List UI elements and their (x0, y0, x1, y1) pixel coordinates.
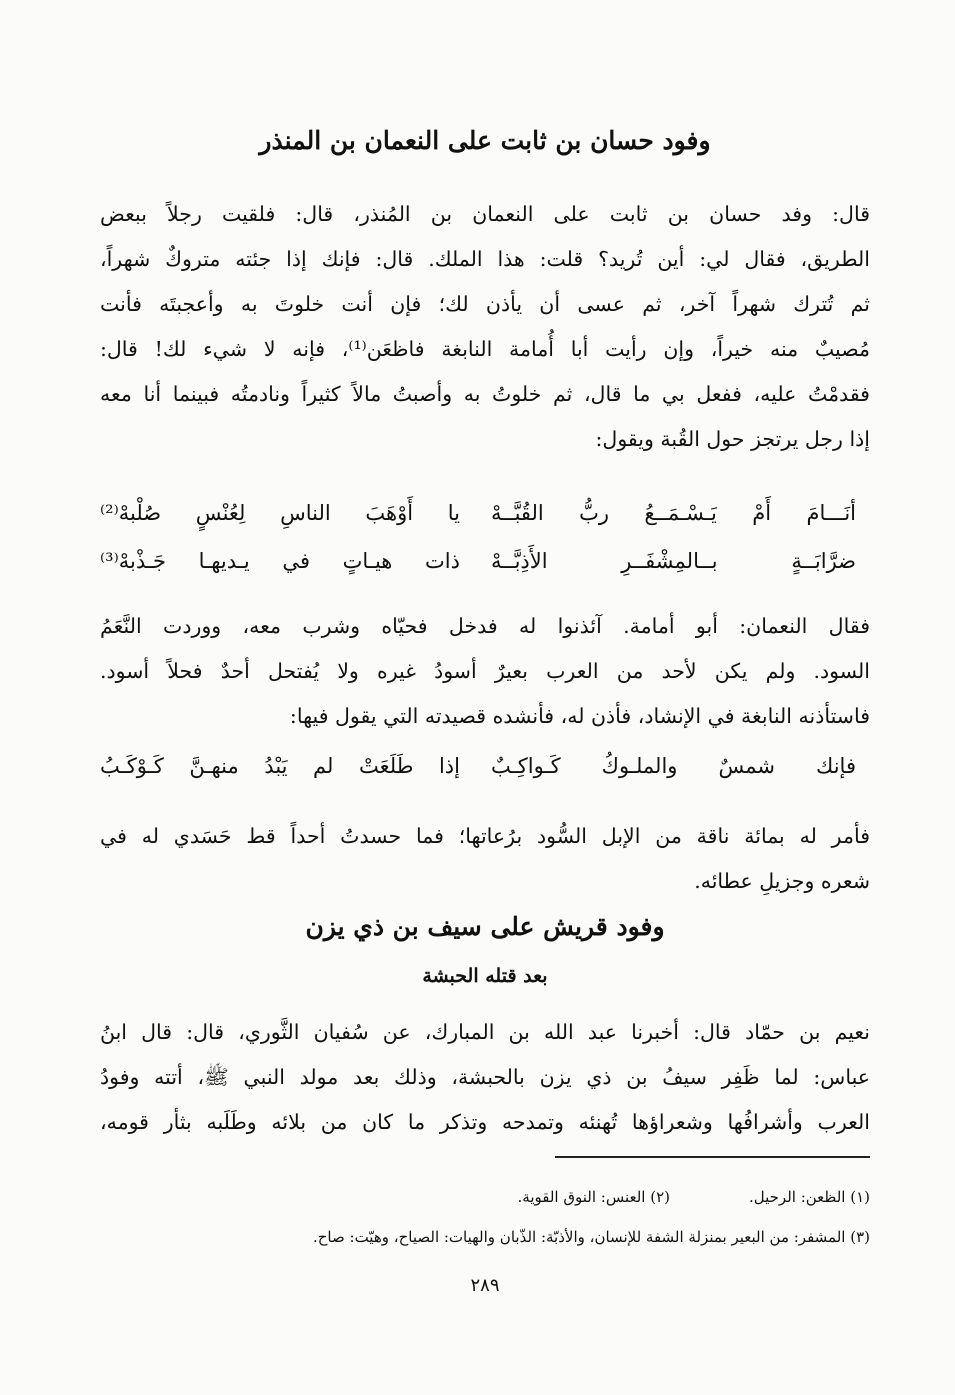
verse-second-hemistich: ذات هيـاتٍ في يـديهـا جَـذْبهْ⁽³⁾ (100, 549, 460, 573)
poem-verse (100, 743, 870, 789)
text-line: إذا رجل يرتجز حول القُبة ويقول: (595, 427, 870, 451)
paragraph (100, 814, 870, 904)
verse-first-hemistich: ضرَّابَــةٍ بــالمِشْفَــرِ الأَذِبَّــهْ (491, 549, 856, 573)
text-line: فقدمْتُ عليه، ففعل بي ما قال، ثم خلوتُ به وأصبتُ مالاً كثيراً ونادمتُه فبينما أنا معه (100, 382, 870, 406)
section-subtitle: بعد قتله الحبشة (422, 965, 548, 987)
text-line: ثم تُترك شهراً آخر، ثم عسى أن يأذن لك؛ فإن أنت خلوتَ به وأعجبتَه فأنت (100, 292, 870, 316)
verse-first-hemistich: فإنك شمسٌ والملـوكُ كَـواكِـبٌ (491, 754, 856, 778)
text-line: الطريق، فقال لي: أين تُريد؟ قلت: هذا الملك. قال: فإنك إذا جئته متروكٌ شهراً، (100, 247, 870, 271)
footnote: (٣) المشفر: من البعير بمنزلة الشفة للإنسان، والأذبّة: الذّبان والهيات: الصياح، وهيّت: صاح. (312, 1228, 870, 1246)
footnote: (٢) العنس: النوق القوية. (517, 1188, 670, 1206)
poem-verse (100, 490, 870, 536)
poem-verse (100, 538, 870, 584)
footnote: (١) الظعن: الرحيل. (748, 1188, 870, 1206)
text-line: العرب وأشرافُها وشعراؤها تُهنئه وتمدحه وتذكر ما كان من بلائه وطَلَبه بثأر قومه، (100, 1110, 870, 1134)
footnote-row (100, 1182, 870, 1212)
text-line: عباس: لما ظَفِر سيفُ بن ذي يزن بالحبشة، وذلك بعد مولد النبي ﷺ، أتته وفودُ (100, 1065, 870, 1089)
text-line: فأمر له بمائة ناقة من الإبل السُّود برُعاتها؛ فما حسدتُ أحداً قط حَسَدي له في (100, 824, 870, 848)
section-title: وفود قريش على سيف بن ذي يزن (305, 912, 665, 941)
page-number: ٢٨٩ (470, 1275, 500, 1296)
paragraph (100, 192, 870, 462)
footnote-divider (555, 1156, 870, 1158)
text-line: فاستأذنه النابغة في الإنشاد، فأذن له، فأنشده قصيدته التي يقول فيها: (289, 704, 870, 728)
paragraph (100, 1010, 870, 1145)
verse-second-hemistich: إذا طَلَعَتْ لم يَبْدُ منهـنَّ كَـوْكَـبُ (100, 754, 460, 778)
section-title: وفود حسان بن ثابت على النعمان بن المنذر (259, 126, 711, 155)
text-line: نعيم بن حمّاد قال: أخبرنا عبد الله بن المبارك، عن سُفيان الثَّوري، قال: قال ابنُ (100, 1020, 870, 1044)
text-line: مُصيبٌ منه خيراً، وإن رأيت أبا أُمامة النابغة فاظعَن⁽¹⁾، فإنه لا شيء لك! قال: (100, 337, 870, 361)
text-line: شعره وجزيلِ عطائه. (694, 869, 870, 893)
verse-second-hemistich: يا أَوْهَبَ الناسِ لِعُنْسٍ صُلْبهْ⁽²⁾ (100, 501, 460, 525)
verse-first-hemistich: أنَـــامَ أَمْ يَـسْـمَــعُ ربُّ القُبَّــهْ (491, 501, 856, 525)
text-line: فقال النعمان: أبو أمامة. آئذنوا له فدخل فحيّاه وشرب معه، ووردت النَّعَمُ (100, 614, 870, 638)
text-line: قال: وفد حسان بن ثابت على النعمان بن المُنذر، قال: فلقيت رجلاً ببعض (100, 202, 870, 226)
paragraph (100, 604, 870, 739)
text-line: السود. ولم يكن لأحد من العرب بعيرٌ أسودُ غيره ولا يُفتحل أحدٌ فحلاً أسود. (100, 659, 870, 683)
